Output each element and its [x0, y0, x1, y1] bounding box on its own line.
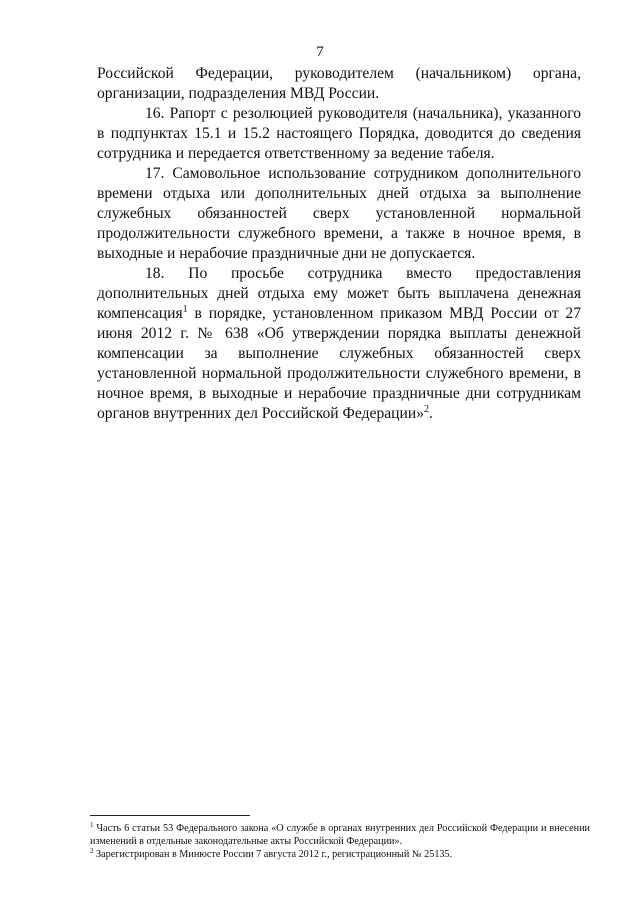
- footnote-1: [90, 822, 590, 848]
- footnote-reference-2[interactable]: 2: [424, 404, 429, 415]
- paragraph-text: 16. Рапорт с резолюцией руководителя (начальника), указанного в подпунктах 15.1 и 15.2 настоящего Порядка, доводится до сведения сотрудника и передается ответственному за ведение табеля.: [97, 105, 581, 162]
- footnote-text: Зарегистрирован в Минюсте России 7 августа 2012 г., регистрационный № 25135.: [93, 849, 453, 860]
- footnotes: [90, 822, 590, 861]
- paragraph-16: [97, 104, 581, 164]
- paragraph-text: 17. Самовольное использование сотрудником дополнительного времени отдыха или дополнительных дней отдыха за выполнение служебных обязанностей сверх установленной нормальной продолжительности служебного времени, а также в ночное время, в выходные и нерабочие праздничные дни не допускается.: [97, 165, 581, 262]
- paragraph-text: 18. По просьбе сотрудника вместо предоставления дополнительных дней отдыха ему может быть выплачена денежная компенсация: [97, 265, 581, 322]
- footnote-mark: 1: [90, 821, 94, 829]
- paragraph-text: Российской Федерации, руководителем (начальником) органа, организации, подразделения МВД России.: [97, 65, 581, 102]
- footnote-2: [90, 848, 590, 861]
- paragraph-17: [97, 164, 581, 264]
- paragraph-text: .: [429, 405, 433, 422]
- footnote-separator: [90, 815, 250, 816]
- footnote-reference-1[interactable]: 1: [182, 304, 188, 315]
- footnote-text: Часть 6 статьи 53 Федерального закона «О службе в органах внутренних дел Российской Федерации и внесении изменений в отдельные законодательные акты Российской Федерации».: [90, 823, 590, 847]
- document-body: [97, 64, 581, 424]
- paragraph-text: в порядке, установленном приказом МВД России от 27 июня 2012 г. № 638 «Об утверждении порядка выплаты денежной компенсации за выполнение служебных обязанностей сверх установленной нормальной продолжительности служебного времени, в ночное время, в выходные и нерабочие праздничные дни сотрудникам органов внутренних дел Российской Федерации»: [97, 305, 581, 422]
- paragraph-18: [97, 264, 581, 424]
- paragraph-continuation: [97, 64, 581, 104]
- page-number: 7: [316, 44, 324, 60]
- footnote-mark: 2: [90, 847, 94, 855]
